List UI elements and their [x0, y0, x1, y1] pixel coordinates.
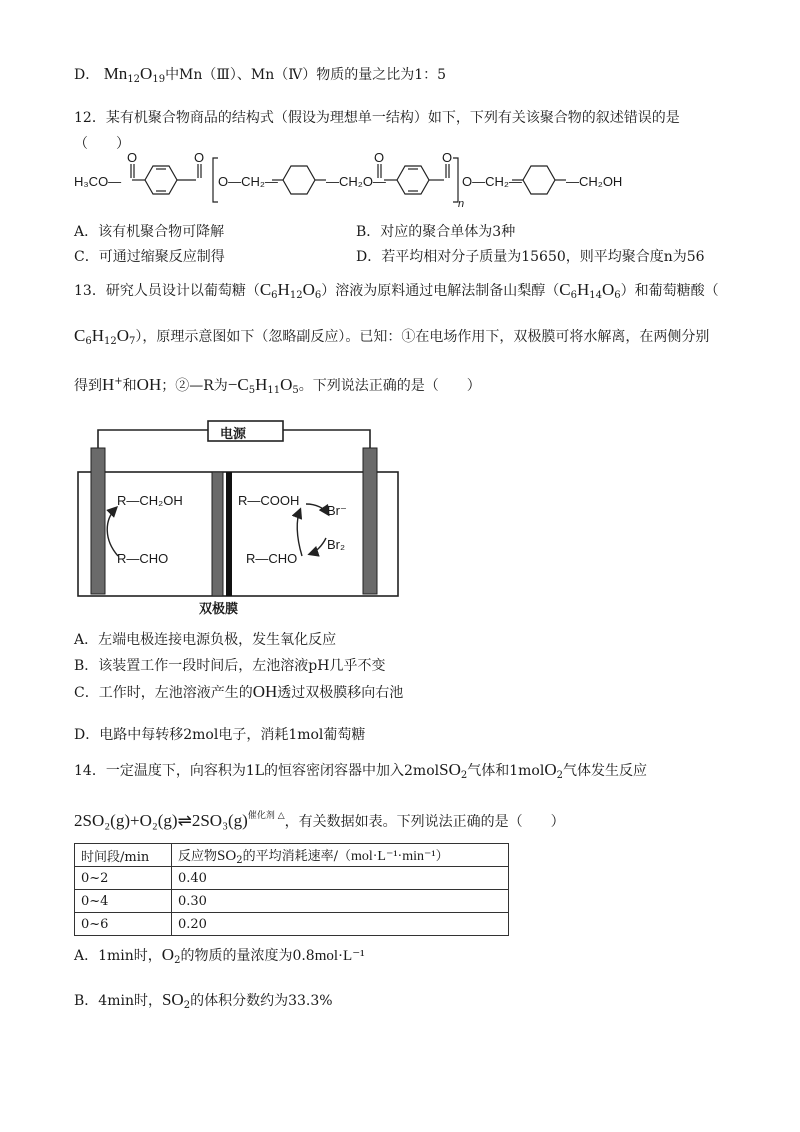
carbonyl-o-3: O — [374, 150, 385, 165]
q12-option-a: A．该有机聚合物可降解 — [74, 224, 225, 240]
table-cell: 0~4 — [75, 890, 172, 913]
q14-option-a: A．1min时，$O_2$的物质的量浓度为0.8mol·L⁻¹ — [74, 945, 365, 966]
carbonyl-o-1: O — [127, 150, 138, 165]
q11-option-d: D． $Mn_{12}O_{19}$中Mn（Ⅲ）、Mn（Ⅳ）物质的量之比为1：5 — [74, 64, 447, 85]
electrolysis-svg — [0, 420, 800, 620]
ch2-link-3: O—CH₂— — [462, 174, 522, 189]
q12-stem: 12．某有机聚合物商品的结构式（假设为理想单一结构）如下，下列有关该聚合物的叙述错误的是 — [74, 110, 680, 126]
left-reactant: R—CHO — [117, 551, 169, 566]
power-source-label: 电源 — [220, 426, 247, 441]
right-product: R—COOH — [238, 493, 300, 508]
bromide-label: Br⁻ — [327, 503, 347, 518]
q12-option-d: D．若平均相对分子质量为15650，则平均聚合度n为56 — [356, 249, 705, 265]
q12-paren: （ ） — [74, 136, 130, 152]
q13-line3: 得到H+和OH；②—R为$-C_5H_{11}O_5$。下列说法正确的是（ ） — [74, 375, 481, 396]
header-rate: 反应物$SO_2$的平均消耗速率/（mol·L⁻¹·min⁻¹） — [172, 844, 509, 867]
table-header-row — [75, 844, 509, 867]
q13-line2: $C_6H_{12}O_7$），原理示意图如下（忽略副反应）。已知：①在电场作用下，双极膜可将水解离，在两侧分别 — [74, 326, 710, 347]
table-cell: 0.30 — [172, 890, 509, 913]
table-row — [75, 867, 509, 890]
q14-line1: 14．一定温度下，向容积为1L的恒容密闭容器中加入2molSO$_2$气体和1molO$_2$气体发生反应 — [74, 760, 647, 781]
carbonyl-o-2: O — [194, 150, 205, 165]
table-cell: 0.40 — [172, 867, 509, 890]
ch2-link-2: —CH₂O— — [326, 174, 386, 189]
ch2oh-end: —CH₂OH — [566, 174, 623, 189]
ch2-link-1: O—CH₂— — [218, 174, 278, 189]
q14-option-b: B．4min时，$SO_2$的体积分数约为33.3% — [74, 990, 333, 1011]
q13-line1: 13．研究人员设计以葡萄糖$(C_6H_{12}O_6)$溶液为原料通过电解法制备山梨醇$(C_6H_{14}O_6)$和葡萄糖酸（ — [74, 280, 719, 301]
q13-option-a: A．左端电极连接电源负极，发生氧化反应 — [74, 632, 337, 648]
q13-option-d: D．电路中每转移2mol电子，消耗1mol葡萄糖 — [74, 727, 366, 743]
table-cell: 0.20 — [172, 913, 509, 936]
left-product: R—CH₂OH — [117, 493, 183, 508]
rate-table — [74, 843, 509, 936]
table-cell: 0~2 — [75, 867, 172, 890]
bromine-label: Br₂ — [327, 537, 346, 552]
table-cell: 0~6 — [75, 913, 172, 936]
q13-option-b: B．该装置工作一段时间后，左池溶液pH几乎不变 — [74, 658, 386, 674]
q12-option-b: B．对应的聚合单体为3种 — [356, 224, 516, 240]
table-row — [75, 913, 509, 936]
right-reactant: R—CHO — [246, 551, 298, 566]
repeat-n: n — [458, 198, 465, 210]
header-time: 时间段/min — [75, 844, 172, 867]
q13-option-c: C．工作时，左池溶液产生的OH透过双极膜移向右池 — [74, 682, 404, 701]
methoxy-group: H₃CO— — [74, 174, 122, 189]
q12-option-c: C．可通过缩聚反应制得 — [74, 249, 225, 265]
q14-line2: $2SO_2(g)+O_2(g)\rightleftharpoons 2SO_3(g)^{催化剂 \triangle}$，有关数据如表。下列说法正确的是（ ） — [74, 811, 565, 830]
table-row — [75, 890, 509, 913]
bipolar-membrane-label: 双极膜 — [199, 601, 239, 616]
carbonyl-o-4: O — [442, 150, 453, 165]
